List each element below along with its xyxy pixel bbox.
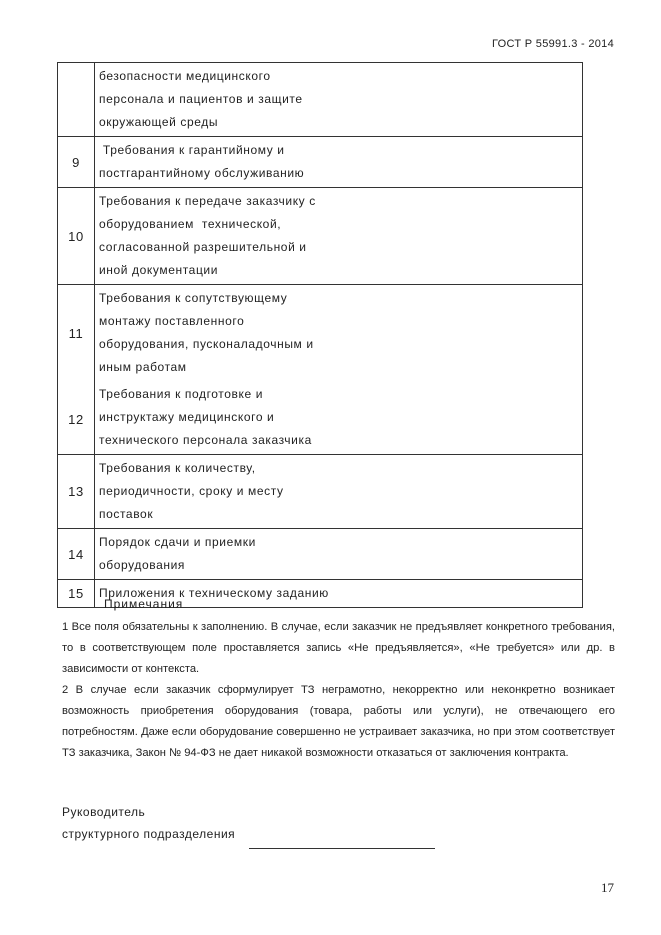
signature-block bbox=[62, 801, 235, 845]
row-text-line: согласованной разрешительной и bbox=[99, 240, 307, 254]
notes-title: Примечания bbox=[104, 597, 184, 611]
row-text-line: постгарантийному обслуживанию bbox=[99, 166, 305, 180]
row-text bbox=[95, 381, 583, 455]
row-text bbox=[95, 285, 583, 382]
row-text-line: иной документации bbox=[99, 263, 219, 277]
row-text-line: иным работам bbox=[99, 360, 187, 374]
row-text bbox=[95, 529, 583, 580]
table-row bbox=[58, 455, 583, 529]
row-text-line: Требования к количеству, bbox=[99, 461, 256, 475]
notes-section bbox=[62, 594, 615, 764]
table-row bbox=[58, 381, 583, 455]
row-text-line: Требования к гарантийному и bbox=[99, 143, 285, 157]
signature-line bbox=[249, 848, 435, 849]
row-text-line: периодичности, сроку и месту bbox=[99, 484, 284, 498]
row-number: 13 bbox=[58, 455, 95, 529]
page-number: 17 bbox=[601, 880, 614, 895]
row-text-line: Приложения к техническому заданию bbox=[99, 586, 329, 600]
row-text bbox=[95, 63, 583, 137]
row-text-line: Требования к передаче заказчику с bbox=[99, 194, 316, 208]
row-text-line: оборудованием технической, bbox=[99, 217, 282, 231]
signature-subtitle: структурного подразделения bbox=[62, 827, 236, 841]
row-text-line: инструктажу медицинского и bbox=[99, 410, 275, 424]
note-item: 1 Все поля обязательны к заполнению. В случае, если заказчик не предъявляет конкретного требования, то в соответствующем поле проставляется запись «Не предъявляется», «Не требуется» или др. в зависимости от контекста. bbox=[62, 621, 615, 675]
row-text-line: монтажу поставленного bbox=[99, 314, 245, 328]
requirements-table bbox=[57, 62, 583, 608]
table-row bbox=[58, 285, 583, 382]
row-text bbox=[95, 137, 583, 188]
table-row bbox=[58, 188, 583, 285]
signature-title: Руководитель bbox=[62, 805, 146, 819]
row-text-line: Требования к сопутствующему bbox=[99, 291, 288, 305]
row-text-line: оборудования bbox=[99, 558, 185, 572]
row-number: 14 bbox=[58, 529, 95, 580]
row-number: 12 bbox=[58, 381, 95, 455]
note-item: 2 В случае если заказчик сформулирует ТЗ неграмотно, некорректно или неконкретно возникает возможность приобретения оборудования (товара, работы или услуги), не отвечающего его потребностям. Даже если оборудование совершенно не устраивает заказчика, но при этом соответствует ТЗ заказчика, Закон № 94-ФЗ не дает никакой возможности отказаться от заключения контракта. bbox=[62, 684, 615, 759]
row-text-line: Требования к подготовке и bbox=[99, 387, 264, 401]
row-number: 11 bbox=[58, 285, 95, 382]
table-row bbox=[58, 63, 583, 137]
row-number: 9 bbox=[58, 137, 95, 188]
row-text-line: оборудования, пусконаладочным и bbox=[99, 337, 314, 351]
row-number bbox=[58, 63, 95, 137]
row-text bbox=[95, 455, 583, 529]
row-text-line: окружающей среды bbox=[99, 115, 219, 129]
row-text-line: технического персонала заказчика bbox=[99, 433, 312, 447]
row-text-line: поставок bbox=[99, 507, 154, 521]
row-text bbox=[95, 188, 583, 285]
row-text-line: персонала и пациентов и защите bbox=[99, 92, 303, 106]
table-row bbox=[58, 137, 583, 188]
row-text-line: безопасности медицинского bbox=[99, 69, 271, 83]
row-number: 10 bbox=[58, 188, 95, 285]
document-standard-header: ГОСТ Р 55991.3 - 2014 bbox=[492, 38, 614, 50]
table-row bbox=[58, 529, 583, 580]
row-text-line: Порядок сдачи и приемки bbox=[99, 535, 256, 549]
row-number: 15 bbox=[58, 580, 95, 608]
